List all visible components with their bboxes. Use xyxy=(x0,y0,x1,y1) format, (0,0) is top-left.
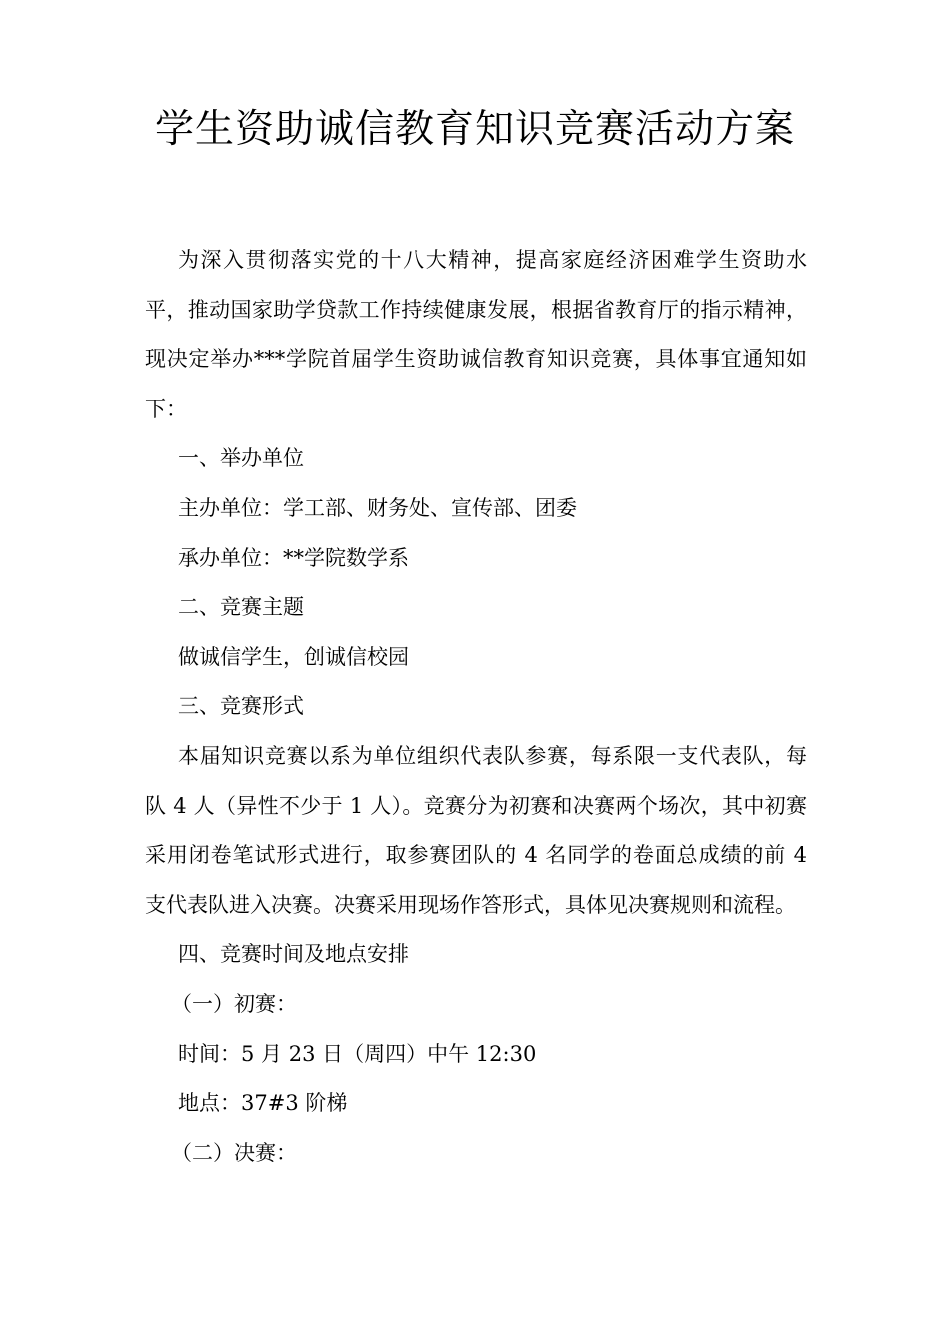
prelim-heading: （一）初赛： xyxy=(171,991,297,1016)
prelim-time: 时间：5 月 23 日（周四）中午 12:30 xyxy=(178,1041,537,1066)
host-units: 主办单位：学工部、财务处、宣传部、团委 xyxy=(178,495,577,520)
section-heading-theme: 二、竞赛主题 xyxy=(178,595,304,620)
section-heading-schedule: 四、竞赛时间及地点安排 xyxy=(178,942,409,967)
format-paragraph: 本届知识竞赛以系为单位组织代表队参赛，每系限一支代表队，每队 4 人（异性不少于 1 人）。竞赛分为初赛和决赛两个场次，其中初赛采用闭卷笔试形式进行，取参赛团队的 4 名同学的卷面总成绩的前 4 支代表队进入决赛。决赛采用现场作答形式，具体见决赛规则和流程。 xyxy=(145,743,807,917)
intro-paragraph: 为深入贯彻落实党的十八大精神，提高家庭经济困难学生资助水平，推动国家助学贷款工作持续健康发展，根据省教育厅的指示精神，现决定举办***学院首届学生资助诚信教育知识竞赛，具体事宜通知如下： xyxy=(145,248,807,421)
section-heading-host: 一、举办单位 xyxy=(178,446,304,471)
competition-theme: 做诚信学生，创诚信校园 xyxy=(178,644,409,669)
final-heading: （二）决赛： xyxy=(171,1140,297,1165)
prelim-place: 地点：37#3 阶梯 xyxy=(178,1091,348,1116)
section-heading-format: 三、竞赛形式 xyxy=(178,694,304,719)
document-title: 学生资助诚信教育知识竞赛活动方案 xyxy=(154,107,795,152)
organizer-unit: 承办单位：**学院数学系 xyxy=(178,545,409,570)
document-body xyxy=(145,236,807,1178)
